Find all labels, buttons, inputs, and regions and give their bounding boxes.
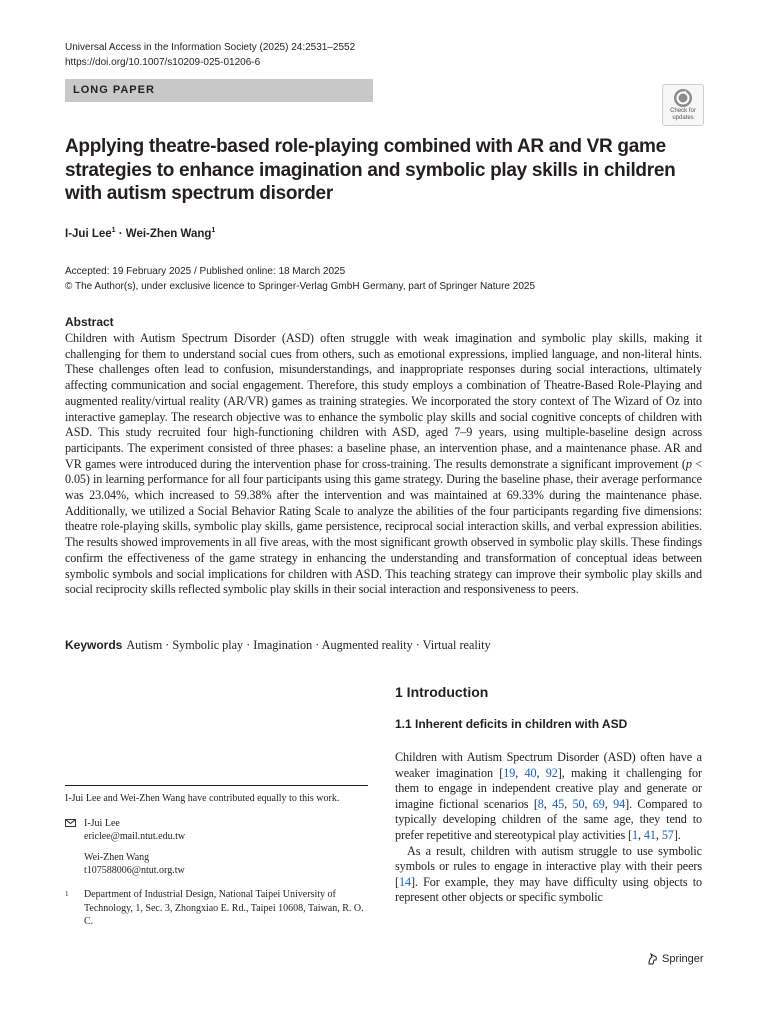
author-affiliation-mark: 1 xyxy=(211,227,216,234)
check-for-updates-button[interactable] xyxy=(662,84,704,126)
subsection-heading: 1.1 Inherent deficits in children with ASD xyxy=(395,717,628,731)
check-updates-icon xyxy=(673,88,693,108)
citation-link[interactable]: 40 xyxy=(524,765,537,780)
citation-link[interactable]: 50 xyxy=(572,796,585,811)
citation-link[interactable]: 19 xyxy=(503,765,516,780)
intro-text: , xyxy=(515,765,525,780)
corresponding-author-name: Wei-Zhen Wang xyxy=(84,852,150,863)
contribution-note: I-Jui Lee and Wei-Zhen Wang have contributed equally to this work. xyxy=(65,793,340,804)
citation-link[interactable]: 8 xyxy=(537,796,544,811)
doi-link[interactable]: https://doi.org/10.1007/s10209-025-01206-6 xyxy=(65,57,261,68)
intro-text: ]. For example, they may have difficulty using objects to represent other objects or specific symbolic xyxy=(395,874,702,905)
keywords-line xyxy=(65,637,491,653)
citation-link[interactable]: 1 xyxy=(632,827,638,842)
article-type-label: LONG PAPER xyxy=(73,84,155,96)
correspondence-block xyxy=(65,817,368,877)
envelope-icon xyxy=(65,819,76,827)
copyright-notice: © The Author(s), under exclusive licence to Springer-Verlag GmbH Germany, part of Springer Nature 2025 xyxy=(65,281,535,292)
abstract-text-part-2: < 0.05) in learning performance for all four participants using this game strategy. During the baseline phase, their average performance was 23.04%, which increased to 59.38% after the intervention and was maintained at 69.33% during the maintenance phase. Additionally, we utilized a Social Behavior Rating Scale to analyze the abilities of the four participants regarding five dimensions: theatre role-playing skills, symbolic play skills, game persistence, reciprocal social interaction skills, and verbal expression abilities. The results showed improvements in all five areas, with the most significant growth observed in symbolic play skills. These findings confirm the effectiveness of the game strategy in enhancing the understanding and transformation of conceptual ideas between symbolic symbols and social implications for children with ASD. This teaching strategy can improve their symbolic play skills and social reciprocity skills reflected symbolic play skills in their social interaction and responsiveness to peers. xyxy=(65,456,702,597)
intro-text: , xyxy=(655,827,662,842)
introduction-body xyxy=(395,750,702,906)
intro-text: As a result, children with autism struggle to use symbolic symbols or rules to engage in interactive play with their peers [ xyxy=(395,843,702,889)
keywords-label: Keywords xyxy=(65,638,123,652)
publication-dates xyxy=(65,264,535,294)
affiliation-footnote xyxy=(65,888,368,929)
intro-text: , xyxy=(536,765,546,780)
springer-horse-icon xyxy=(646,952,659,965)
intro-text: , xyxy=(564,796,573,811)
intro-text: ]. Compared to typically developing children of the same age, they tend to prefer repetitive and stereotypical play activities [ xyxy=(395,796,703,842)
author-list xyxy=(65,227,215,240)
citation-link[interactable]: 57 xyxy=(661,827,674,842)
corresponding-author-email[interactable]: ericlee@mail.ntut.edu.tw xyxy=(84,831,186,842)
abstract-body xyxy=(65,331,702,598)
check-updates-text-1: Check for xyxy=(670,108,696,114)
citation-link[interactable]: 92 xyxy=(545,765,558,780)
keywords-list: Autism · Symbolic play · Imagination · Augmented reality · Virtual reality xyxy=(126,638,491,652)
intro-text: , xyxy=(543,796,553,811)
author-separator: · xyxy=(115,227,126,240)
accepted-published-dates: Accepted: 19 February 2025 / Published online: 18 March 2025 xyxy=(65,266,346,277)
intro-text: , xyxy=(584,796,593,811)
affiliation-number: 1 xyxy=(65,890,69,898)
abstract-text-part-1: Children with Autism Spectrum Disorder (ASD) often struggle with weak imagination and symbolic play skills, making it challenging for them to understand social cues from others, such as emotional expressions, implied language, and non-literal hints. These challenges often lead to confusion, misunderstandings, and inappropriate responses during social interactions, ultimately affecting communication and social engagement. Therefore, this study employs a combination of Theatre-Based Role-Playing and augmented reality/virtual reality (AR/VR) games as training strategies. We incorporated the story context of The Wizard of Oz into interactive gameplay. The research objective was to enhance the symbolic play skills and social cognitive concepts of children with ASD. This study recruited four high-functioning children with ASD, aged 7–9 years, using multiple-baseline design across participants. The experiment consisted of three phases: a baseline phase, an intervention phase, and a maintenance phase. AR and VR games were introduced during the intervention phase for cross-training. The results demonstrate a significant improvement ( xyxy=(65,331,702,471)
corresponding-author-email[interactable]: t107588006@ntut.org.tw xyxy=(84,865,185,876)
paper-title: Applying theatre-based role-playing combined with AR and VR game strategies to enhance imagination and symbolic play skills in children with autism spectrum disorder xyxy=(65,136,676,204)
intro-text: ]. xyxy=(673,827,681,842)
author-name[interactable]: Wei-Zhen Wang xyxy=(125,227,212,240)
intro-text: Children with Autism Spectrum Disorder (ASD) often have a weaker imagination [ xyxy=(395,750,702,780)
check-updates-text-2: updates xyxy=(672,115,694,121)
citation-link[interactable]: 69 xyxy=(592,796,605,811)
corresponding-author-name: I-Jui Lee xyxy=(84,818,120,829)
intro-paragraph-1 xyxy=(395,750,702,844)
intro-paragraph-2 xyxy=(395,844,702,906)
citation-link[interactable]: 45 xyxy=(552,796,565,811)
intro-text: , xyxy=(638,827,644,842)
intro-text: ], making it challenging for them to engage in independent creative play and generate or imagine fictional scenarios [ xyxy=(395,765,703,811)
journal-header xyxy=(65,40,355,70)
author-affiliation-mark: 1 xyxy=(111,227,116,234)
citation-link[interactable]: 14 xyxy=(398,874,411,889)
footnote-divider xyxy=(65,785,368,786)
affiliation-text: Department of Industrial Design, National Taipei University of Technology, 1, Sec. 3, Zhongxiao E. Rd., Taipei 10608, Taiwan, R. O. C. xyxy=(84,889,364,927)
publisher-logo xyxy=(646,952,704,965)
section-heading-introduction: 1 Introduction xyxy=(395,684,489,700)
p-value-symbol: p xyxy=(685,456,692,471)
citation-link[interactable]: 94 xyxy=(613,796,626,811)
publisher-name: Springer xyxy=(662,953,704,965)
intro-text: , xyxy=(604,796,614,811)
journal-citation: Universal Access in the Information Society (2025) 24:2531–2552 xyxy=(65,42,356,53)
citation-link[interactable]: 41 xyxy=(643,827,656,842)
abstract-heading: Abstract xyxy=(65,315,114,329)
author-name[interactable]: I-Jui Lee xyxy=(65,227,112,240)
article-type-badge xyxy=(65,79,373,102)
